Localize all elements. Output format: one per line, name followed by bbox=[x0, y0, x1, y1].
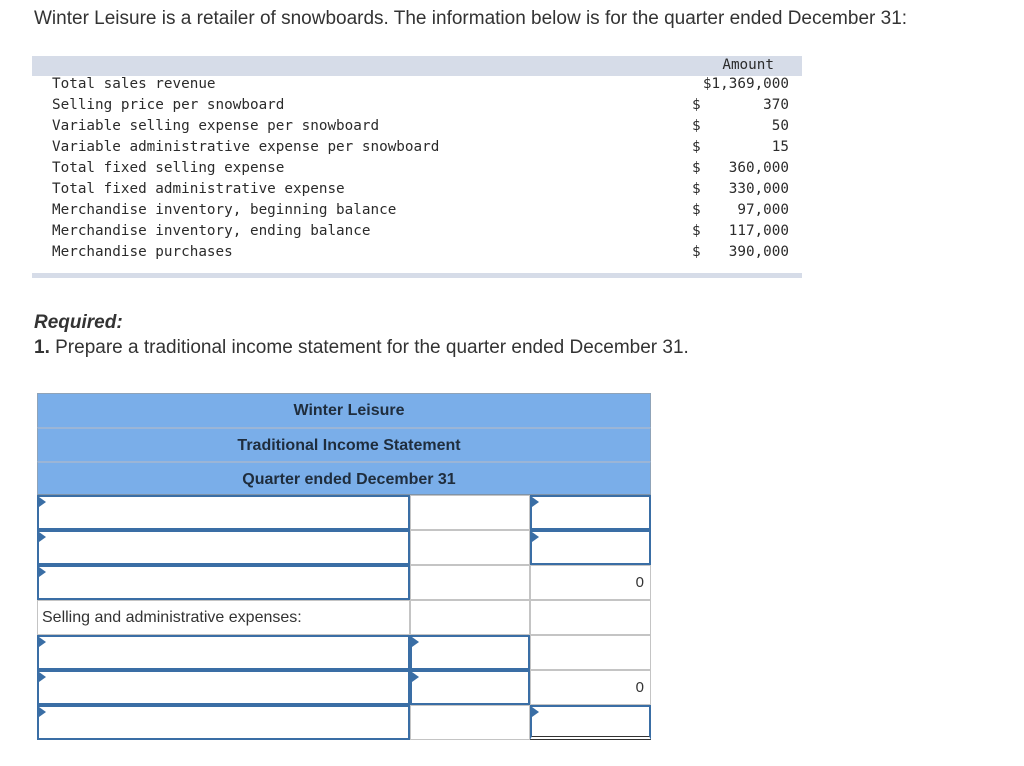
given-data-table bbox=[32, 56, 802, 278]
data-table-row bbox=[32, 118, 802, 139]
data-row-label: Total fixed administrative expense bbox=[52, 181, 345, 197]
row6-total-value: 0 bbox=[635, 679, 644, 696]
income-statement-worksheet bbox=[37, 393, 651, 740]
data-row-dollar-sign: $ bbox=[692, 244, 701, 260]
row3-subtotal-cell bbox=[410, 565, 530, 600]
data-row-dollar-sign: $ bbox=[692, 139, 701, 155]
worksheet-company-header bbox=[37, 393, 651, 427]
row5-subtotal-input[interactable] bbox=[410, 635, 530, 670]
dropdown-marker-icon bbox=[39, 672, 46, 682]
data-row-value: 330,000 bbox=[728, 181, 789, 197]
row7-net-amount-input[interactable] bbox=[530, 705, 651, 740]
data-row-value: 117,000 bbox=[728, 223, 789, 239]
dropdown-marker-icon bbox=[412, 637, 419, 647]
statement-period: Quarter ended December 31 bbox=[242, 471, 456, 488]
worksheet-row-2 bbox=[37, 530, 651, 565]
data-row-value: $1,369,000 bbox=[702, 76, 789, 92]
data-row-value: 50 bbox=[771, 118, 789, 134]
row7-subtotal-cell bbox=[410, 705, 530, 740]
worksheet-title-header bbox=[37, 427, 651, 461]
data-table-row bbox=[32, 97, 802, 118]
row6-label-input[interactable] bbox=[37, 670, 410, 705]
row6-subtotal-input[interactable] bbox=[410, 670, 530, 705]
row1-amount-input[interactable] bbox=[530, 495, 651, 530]
dropdown-marker-icon bbox=[532, 532, 539, 542]
dropdown-marker-icon bbox=[39, 637, 46, 647]
data-row-label: Variable administrative expense per snowboard bbox=[52, 139, 440, 155]
data-table-row bbox=[32, 223, 802, 244]
data-row-dollar-sign: $ bbox=[692, 223, 701, 239]
data-row-dollar-sign: $ bbox=[692, 97, 701, 113]
data-row-label: Merchandise inventory, ending balance bbox=[52, 223, 371, 239]
dropdown-marker-icon bbox=[532, 707, 539, 717]
row1-subtotal-cell bbox=[410, 495, 530, 530]
data-row-value: 370 bbox=[763, 97, 789, 113]
data-row-dollar-sign: $ bbox=[692, 181, 701, 197]
dropdown-marker-icon bbox=[39, 707, 46, 717]
data-row-dollar-sign: $ bbox=[692, 160, 701, 176]
intro-text: Winter Leisure is a retailer of snowboards. The information below is for the quarter ended December 31: bbox=[34, 8, 908, 29]
dropdown-marker-icon bbox=[39, 567, 46, 577]
worksheet-row-5 bbox=[37, 635, 651, 670]
worksheet-row-3 bbox=[37, 565, 651, 600]
required-heading: Required: bbox=[34, 312, 123, 333]
data-row-dollar-sign: $ bbox=[692, 202, 701, 218]
worksheet-row-7 bbox=[37, 705, 651, 740]
dropdown-marker-icon bbox=[532, 497, 539, 507]
row2-amount-input[interactable] bbox=[530, 530, 651, 565]
data-row-value: 15 bbox=[771, 139, 789, 155]
row5-amount-cell bbox=[530, 635, 651, 670]
data-row-label: Variable selling expense per snowboard bbox=[52, 118, 380, 134]
company-name: Winter Leisure bbox=[293, 402, 405, 419]
data-table-row bbox=[32, 181, 802, 202]
row7-label-input[interactable] bbox=[37, 705, 410, 740]
data-row-label: Total sales revenue bbox=[52, 76, 216, 92]
data-row-value: 360,000 bbox=[728, 160, 789, 176]
row4-amount-cell bbox=[530, 600, 651, 635]
dropdown-marker-icon bbox=[412, 672, 419, 682]
data-row-value: 97,000 bbox=[737, 202, 789, 218]
data-table-row bbox=[32, 76, 802, 97]
requirement-text: Prepare a traditional income statement for the quarter ended December 31. bbox=[49, 337, 689, 358]
data-table-row bbox=[32, 244, 802, 265]
data-row-dollar-sign: $ bbox=[692, 118, 701, 134]
row5-label-input[interactable] bbox=[37, 635, 410, 670]
worksheet-row-1 bbox=[37, 495, 651, 530]
requirement-1 bbox=[34, 337, 689, 359]
sga-label: Selling and administrative expenses: bbox=[42, 609, 302, 626]
dropdown-marker-icon bbox=[39, 497, 46, 507]
row4-subtotal-cell bbox=[410, 600, 530, 635]
sga-label-cell bbox=[37, 600, 410, 635]
row2-subtotal-cell bbox=[410, 530, 530, 565]
row3-label-input[interactable] bbox=[37, 565, 410, 600]
row3-total-cell bbox=[530, 565, 651, 600]
data-row-label: Merchandise inventory, beginning balance bbox=[52, 202, 397, 218]
data-row-label: Merchandise purchases bbox=[52, 244, 233, 260]
data-row-label: Total fixed selling expense bbox=[52, 160, 285, 176]
worksheet-period-header bbox=[37, 461, 651, 495]
row1-label-input[interactable] bbox=[37, 495, 410, 530]
data-row-label: Selling price per snowboard bbox=[52, 97, 285, 113]
requirement-number: 1. bbox=[34, 337, 50, 358]
statement-title: Traditional Income Statement bbox=[237, 437, 461, 454]
worksheet-row-6 bbox=[37, 670, 651, 705]
row3-total-value: 0 bbox=[635, 574, 644, 591]
data-table-row bbox=[32, 160, 802, 181]
data-table-footer bbox=[32, 273, 802, 278]
row6-total-cell bbox=[530, 670, 651, 705]
worksheet-row-4 bbox=[37, 600, 651, 635]
dropdown-marker-icon bbox=[39, 532, 46, 542]
row2-label-input[interactable] bbox=[37, 530, 410, 565]
data-table-row bbox=[32, 202, 802, 223]
data-table-row bbox=[32, 139, 802, 160]
amount-column-header: Amount bbox=[722, 57, 774, 73]
data-row-value: 390,000 bbox=[728, 244, 789, 260]
data-table-header bbox=[32, 56, 802, 76]
